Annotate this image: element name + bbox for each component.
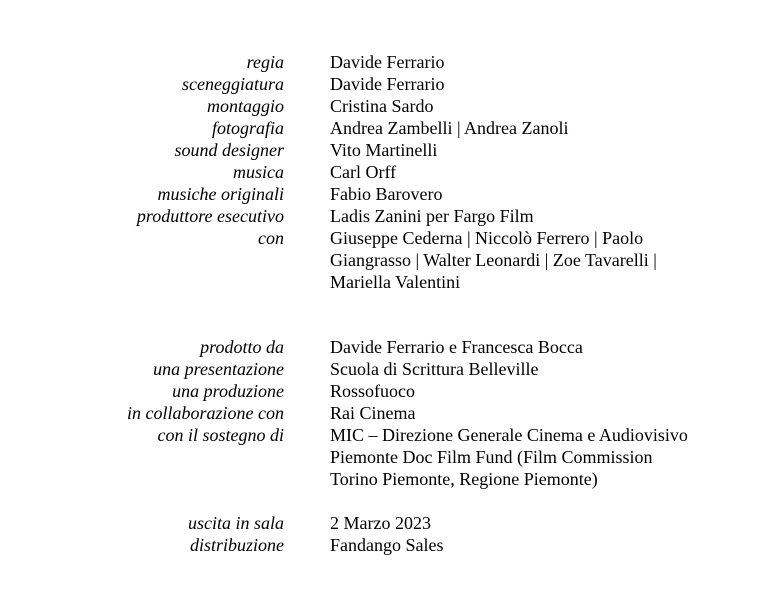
credit-value-line: Vito Martinelli — [330, 140, 438, 160]
credit-role: distribuzione — [189, 535, 284, 555]
credit-role: montaggio — [206, 96, 284, 116]
credit-value — [330, 402, 730, 424]
credit-row — [0, 358, 778, 380]
credit-row — [0, 73, 778, 95]
credits-section-production — [0, 336, 778, 490]
credit-value-line: Fabio Barovero — [330, 184, 443, 204]
credit-role: regia — [246, 52, 284, 72]
credits-section-crew — [0, 51, 778, 293]
credit-value — [330, 227, 730, 293]
credit-value — [330, 424, 730, 490]
credit-value-line: Fandango Sales — [330, 535, 444, 555]
credit-row — [0, 139, 778, 161]
credit-row — [0, 424, 778, 490]
credit-value-line: Scuola di Scrittura Belleville — [330, 359, 539, 379]
credit-value-line: Carl Orff — [330, 162, 397, 182]
credit-row — [0, 161, 778, 183]
credit-row — [0, 205, 778, 227]
section-spacer — [0, 490, 778, 512]
credit-role: musiche originali — [157, 184, 284, 204]
credit-role: una produzione — [172, 381, 284, 401]
credit-row — [0, 117, 778, 139]
credit-role: fotografia — [211, 118, 284, 138]
credit-row — [0, 227, 778, 293]
credit-value-line: Giangrasso | Walter Leonardi | Zoe Tavarelli | — [330, 250, 657, 270]
credit-row — [0, 51, 778, 73]
credit-role: in collaborazione con — [127, 403, 284, 423]
credit-role: sound designer — [174, 140, 284, 160]
credit-value — [330, 205, 730, 227]
credits-list — [0, 51, 778, 556]
credit-value — [330, 73, 730, 95]
credit-value — [330, 534, 730, 556]
credit-value — [330, 183, 730, 205]
credit-value-line: Davide Ferrario e Francesca Bocca — [330, 337, 583, 357]
credit-value — [330, 95, 730, 117]
credit-role: con — [258, 228, 284, 248]
credit-value-line: Rossofuoco — [330, 381, 415, 401]
credit-value — [330, 51, 730, 73]
credit-value-line: Davide Ferrario — [330, 74, 445, 94]
credit-row — [0, 534, 778, 556]
credit-role: prodotto da — [200, 337, 284, 357]
section-spacer — [0, 293, 778, 336]
credit-value-line: Mariella Valentini — [330, 272, 461, 292]
credit-role: uscita in sala — [187, 513, 284, 533]
credit-value — [330, 117, 730, 139]
credit-role: produttore esecutivo — [136, 206, 284, 226]
credit-role: musica — [233, 162, 284, 182]
credits-section-release — [0, 512, 778, 556]
credit-row — [0, 402, 778, 424]
credit-row — [0, 512, 778, 534]
credit-value-line: Ladis Zanini per Fargo Film — [330, 206, 534, 226]
credit-row — [0, 380, 778, 402]
credit-value-line: Piemonte Doc Film Fund (Film Commission — [330, 447, 653, 467]
credit-value — [330, 336, 730, 358]
credit-value — [330, 139, 730, 161]
credit-value-line: MIC – Direzione Generale Cinema e Audiovisivo — [330, 425, 688, 445]
credit-row — [0, 95, 778, 117]
credit-value — [330, 512, 730, 534]
credit-role: sceneggiatura — [182, 74, 284, 94]
credit-value-line: 2 Marzo 2023 — [330, 513, 431, 533]
credit-value-line: Andrea Zambelli | Andrea Zanoli — [330, 118, 569, 138]
credit-value-line: Torino Piemonte, Regione Piemonte) — [330, 469, 598, 489]
credit-role: una presentazione — [153, 359, 284, 379]
credit-value — [330, 161, 730, 183]
credit-row — [0, 336, 778, 358]
credit-value-line: Giuseppe Cederna | Niccolò Ferrero | Paolo — [330, 228, 644, 248]
credit-role: con il sostegno di — [157, 425, 284, 445]
credit-value — [330, 380, 730, 402]
credit-value-line: Rai Cinema — [330, 403, 416, 423]
credit-row — [0, 183, 778, 205]
credit-value-line: Davide Ferrario — [330, 52, 445, 72]
credit-value — [330, 358, 730, 380]
credit-value-line: Cristina Sardo — [330, 96, 434, 116]
